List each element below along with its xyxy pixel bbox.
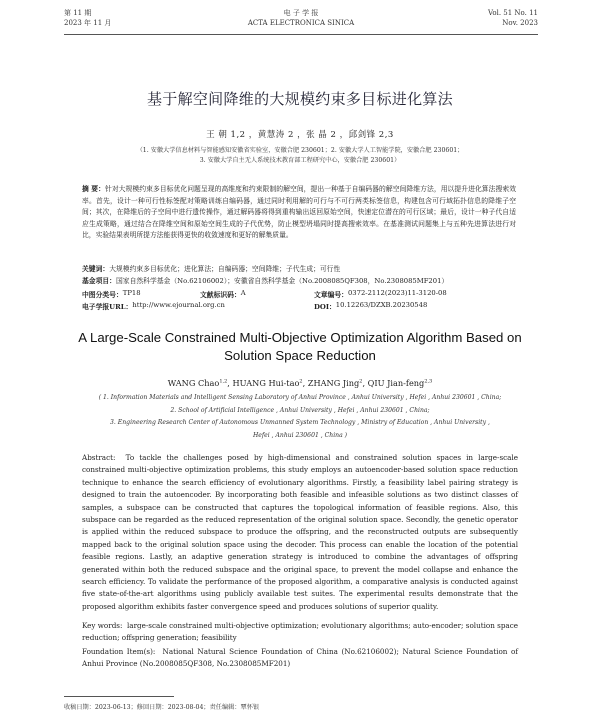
en-keywords-text: large-scale constrained multi-objective optimization; evolutionary algorithms; auto-encoder; solution space reduction; offspring generation; feasibility [82, 621, 518, 643]
cn-fund [82, 276, 516, 288]
cn-affiliation-line: （1. 安徽大学信息材料与智能感知安徽省实验室，安徽合肥 230601；2. 安徽大学人工智能学院，安徽合肥 230601； [136, 147, 464, 154]
cn-affiliations [0, 146, 600, 166]
en-title: A Large-Scale Constrained Multi-Objective Optimization Algorithm Based on Solution Space Reduction [78, 330, 522, 363]
cn-keywords-label: 关键词： [82, 265, 110, 273]
cn-classification-row [82, 289, 516, 301]
cn-abstract [82, 184, 516, 242]
en-abstract-label: Abstract: [82, 453, 116, 462]
article-no-value: 0372-2112(2023)11-3120-08 [347, 289, 447, 297]
article-no-label: 文章编号： [314, 291, 348, 299]
cn-fund-text: 国家自然科学基金（No.62106002）；安徽省自然科学基金（No.2008085QF308，No.2308085MF201） [115, 277, 449, 285]
header-journal: 电 子 学 报 ACTA ELECTRONICA SINICA [247, 9, 355, 27]
en-abstract-text: To tackle the challenges posed by high-dimensional and constrained solution spaces in large-scale constrained multi-objective optimization problems, this study employs an autoencoder-based solution space reduction technique to enhance the search efficiency of evolutionary algorithms. Firstly, a feasibility label pairing strategy is designed to train the autoencoder. By incorporating both feasible and infeasible solutions as two distinct classes of samples, a subspace can be constructed that captures the topological information of feasible regions. Also, this subspace can be regarded as the reduced representation of the original solution space. Secondly, the genetic operator is applied within the reduced subspace to produce the offspring, and the reconstructed outputs are subsequently mapped back to the original solution space using the decoder. This process can enable the location of the potential feasible regions. Lastly, an adaptive generation strategy is introduced to combine the advantages of offspring generated within both the reduced subspace and the original space, to prevent the model collapse and enhance the search efficiency. To validate the performance of the proposed algorithm, a comparative analysis is conducted against five state-of-the-art algorithms using publicly available test suites. The experimental results demonstrate that the proposed algorithm exhibits faster convergence speed and produces solutions of superior quality. [82, 453, 519, 611]
en-keywords-label: Key words: [82, 621, 123, 630]
clc-value: TP18 [122, 289, 141, 297]
en-fund-label: Foundation Item(s): [82, 647, 156, 656]
header-issue: 第 11 期 2023 年 11 月 [64, 9, 112, 27]
header-rule [64, 34, 538, 35]
en-authors: WANG Chao$^{1,2}$, HUANG Hui-tao$^2$, ZHANG Jing$^2$, QIU Jian-feng$^{2,3}$ [167, 378, 433, 388]
url-label: 电子学报URL： [82, 303, 133, 311]
cn-fund-label: 基金项目： [82, 277, 116, 285]
cn-keywords-text: 大规模约束多目标优化；进化算法；自编码器；空间降维；子代生成；可行性 [109, 265, 341, 273]
en-keywords [82, 620, 518, 645]
cn-abstract-label: 摘 要： [82, 185, 105, 193]
cn-title: 基于解空间降维的大规模约束多目标进化算法 [146, 90, 453, 108]
doi-value: 10.12263/DZXB.20230548 [335, 301, 428, 309]
clc-label: 中图分类号： [82, 291, 123, 299]
doc-code-label: 文献标识码： [200, 291, 241, 299]
en-affiliations [70, 392, 530, 442]
en-fund-text: National Natural Science Foundation of China (No.62106002); Natural Science Foundation of Anhui Province (No.2008085QF308, No.2308085MF201) [82, 647, 518, 669]
header-volume: Vol. 51 No. 11 Nov. 2023 [487, 9, 538, 27]
cn-url-row [82, 301, 516, 313]
en-affiliation-line: 3. Engineering Research Center of Autonomous Unmanned System Technology , Ministry of Education , Anhui University , [110, 419, 490, 427]
cn-affiliation-line: 3. 安徽大学自主无人系统技术教育部工程研究中心，安徽合肥 230601） [199, 157, 401, 164]
cn-authors: 王 朝 1,2 ，黄慧涛 2 ，张 晶 2 ，邱剑锋 2,3 [206, 130, 394, 140]
en-affiliation-line: 2. School of Artificial Intelligence , Anhui University , Hefei , Anhui 230601 , China; [170, 406, 430, 414]
en-affiliation-line: Hefei , Anhui 230601 , China ) [252, 431, 348, 439]
en-abstract [82, 452, 518, 613]
footnote-rule [64, 696, 174, 697]
en-affiliation-line: ( 1. Information Materials and Intelligent Sensing Laboratory of Anhui Province , Anhui University , Hefei , Anhui 230601 , China; [98, 394, 502, 401]
url-value: http://www.ejournal.org.cn [132, 301, 225, 309]
cn-keywords [82, 264, 516, 276]
en-foundation [82, 646, 518, 671]
running-header [64, 8, 538, 34]
cn-abstract-text: 针对大规模约束多目标优化问题呈现的高维度和约束限制的解空间，提出一种基于自编码器的解空间降维方法，用以提升进化算法搜索效率。首先，设计一种可行性标签配对策略训练自编码器，通过同时利用解的可行与不可行两类标签信息，构建包含可行域拓扑信息的降维子空间；其次，在降维后的子空间中进行遗传操作，通过解码器将得到重构输出返回原始空间，快速定位潜在的可行区域；最后，设计一种子代自适应生成策略，通过结合在降维空间和原始空间生成的子代优势，防止模型坍塌同时提高搜索效率。在基准测试问题集上与五种先进算法进行对比，实验结果表明所提方法能获得更快的收敛速度和更好的解集质量。 [82, 185, 516, 240]
received-date-footnote: 收稿日期：2023-06-13；修回日期：2023-08-04；责任编辑：覃怀银 [64, 704, 260, 711]
doi-label: DOI： [314, 303, 336, 311]
doc-code-value: A [240, 289, 246, 297]
